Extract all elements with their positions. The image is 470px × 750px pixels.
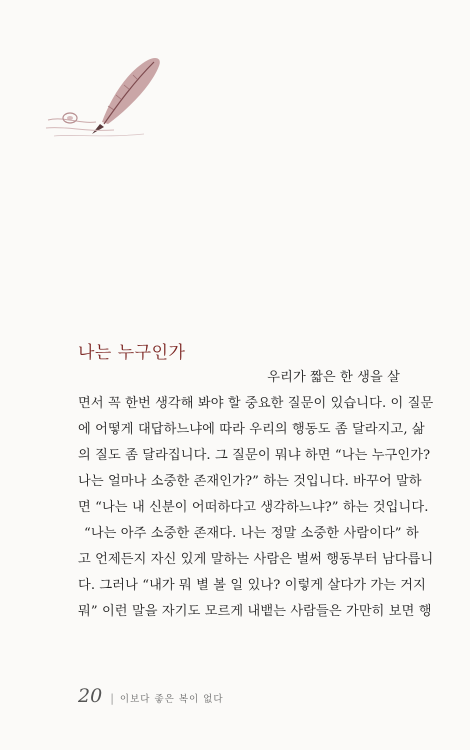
body-text	[78, 365, 434, 625]
page-number: 20	[78, 685, 103, 707]
text-line: 면서 꼭 한번 생각해 봐야 할 중요한 질문이 있습니다. 이 질문	[78, 396, 434, 411]
text-line: 다. 그러나 “내가 뭐 별 볼 일 있나? 이렇게 살다가 가는 거지	[78, 578, 426, 593]
section-title: 나는 누구인가	[78, 343, 186, 363]
text-line: 고 언제든지 자신 있게 말하는 사람은 벌써 행동부터 남다릅니	[78, 552, 434, 567]
text-line: 나는 얼마나 소중한 존재인가?” 하는 것입니다. 바꾸어 말하	[78, 474, 422, 489]
footer-separator: |	[110, 692, 114, 705]
text-line: “나는 아주 소중한 존재다. 나는 정말 소중한 사람이다” 하	[84, 526, 419, 541]
running-title: 이보다 좋은 복이 없다	[119, 694, 224, 705]
page-footer	[78, 685, 224, 707]
text-line: 의 질도 좀 달라집니다. 그 질문이 뭐냐 하면 “나는 누구인가?	[78, 448, 431, 463]
text-line: 뭐” 이런 말을 자기도 모르게 내뱉는 사람들은 가만히 보면 행	[78, 604, 432, 619]
text-line: 우리가 짧은 한 생을 살	[267, 370, 400, 385]
text-line: 면 “나는 내 신분이 어떠하다고 생각하느냐?” 하는 것입니다.	[78, 500, 429, 515]
text-line: 에 어떻게 대답하느냐에 따라 우리의 행동도 좀 달라지고, 삶	[78, 422, 425, 437]
quill-pen-illustration	[44, 50, 174, 140]
